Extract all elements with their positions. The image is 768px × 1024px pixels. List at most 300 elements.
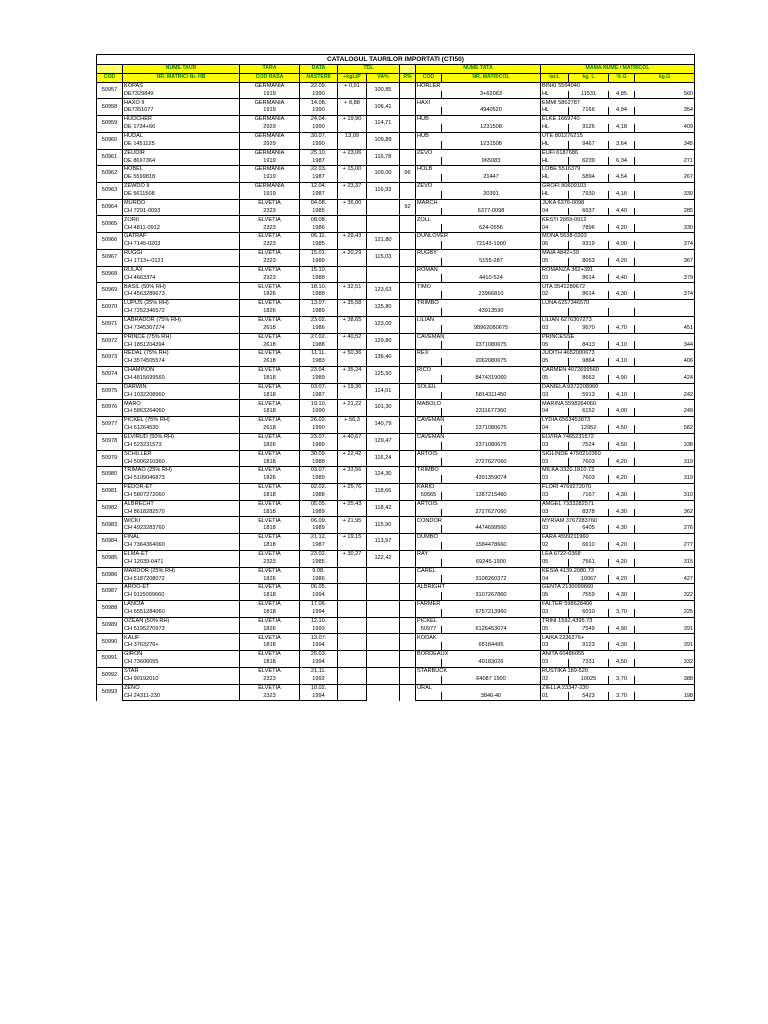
bull-year: 1990 <box>300 425 338 433</box>
bull-country: ELVETIA <box>240 266 300 274</box>
bull-country: ELVETIA <box>240 550 300 558</box>
bull-kgl <box>338 667 367 675</box>
mother-lact: 05 <box>541 258 569 266</box>
father-cod <box>416 107 442 115</box>
father-id: 64087 1900 <box>442 676 541 684</box>
father-cod <box>416 325 442 333</box>
mother-name: FARA 4599211960 <box>541 534 695 542</box>
mother-pg: 4,20 <box>609 258 635 266</box>
bull-date: 05.05. <box>300 500 338 508</box>
father-name: KARIO <box>416 483 541 491</box>
table-row <box>97 350 695 358</box>
mother-pg: 4,20 <box>609 559 635 567</box>
bull-date: 04.08. <box>300 199 338 207</box>
bull-rasa: 1818 <box>240 492 300 500</box>
mother-kgl: 6610 <box>569 542 609 550</box>
bull-year: 1985 <box>300 208 338 216</box>
father-cod <box>416 224 442 232</box>
bull-country: ELVETIA <box>240 617 300 625</box>
bull-cod: 50985 <box>97 550 123 567</box>
bull-cod: 50980 <box>97 467 123 484</box>
bull-r <box>400 617 416 634</box>
mother-lact: 06 <box>541 241 569 249</box>
bull-id: DE 1734+66 <box>123 124 240 132</box>
bull-r <box>400 467 416 484</box>
bull-kgl: + 32,51 <box>338 283 367 291</box>
bull-va: 114,71 <box>367 116 400 133</box>
mother-pg: 6,34 <box>609 157 635 165</box>
bull-country: GERMANIA <box>240 132 300 140</box>
mother-name: ANITA 60486055 <box>541 651 695 659</box>
bull-country: ELVETIA <box>240 534 300 542</box>
bull-r <box>400 350 416 367</box>
father-cod <box>416 358 442 366</box>
mother-kgl: 6239 <box>569 157 609 165</box>
bull-date: 17.06. <box>300 601 338 609</box>
father-id: 65184495 <box>442 642 541 650</box>
bull-va: 122,42 <box>367 550 400 567</box>
bull-rasa: 1818 <box>240 509 300 517</box>
father-id: 69245-1900 <box>442 559 541 567</box>
table-row <box>97 199 695 207</box>
bull-country: ELVETIA <box>240 366 300 374</box>
bull-year: 1989 <box>300 308 338 316</box>
bull-rasa: 2323 <box>240 274 300 282</box>
mother-kgg: 406 <box>635 358 695 366</box>
mother-kgl: 8663 <box>569 375 609 383</box>
mother-name: EUFI 6187686 <box>541 149 695 157</box>
bull-kgl <box>338 651 367 659</box>
mother-pg: 4,50 <box>609 442 635 450</box>
bull-cod: 50974 <box>97 366 123 383</box>
mother-pg: 4,00 <box>609 408 635 416</box>
father-id: 4391359074 <box>442 475 541 483</box>
bull-cod: 50972 <box>97 333 123 350</box>
mother-kgg: 344 <box>635 341 695 349</box>
bull-id: DE 1451125 <box>123 141 240 149</box>
bull-kgl: + 33,56 <box>338 467 367 475</box>
father-id: 6377-0098 <box>442 208 541 216</box>
bull-year: 1986 <box>300 325 338 333</box>
bull-year: 1989 <box>300 442 338 450</box>
mother-lact: 03 <box>541 659 569 667</box>
mother-kgl: 7930 <box>569 191 609 199</box>
bull-year: 1987 <box>300 542 338 550</box>
bull-country: ELVETIA <box>240 450 300 458</box>
father-cod <box>416 208 442 216</box>
bull-date: 12.04. <box>300 183 338 191</box>
mother-name: EMMI 5862787 <box>541 99 695 107</box>
bull-country: ELVETIA <box>240 517 300 525</box>
bull-year: 1985 <box>300 241 338 249</box>
bull-name: ALBRECHT <box>123 500 240 508</box>
bull-id: CH 1032208960 <box>123 392 240 400</box>
father-cod <box>416 375 442 383</box>
bull-rasa: 1919 <box>240 174 300 182</box>
father-id: 49183026 <box>442 659 541 667</box>
father-id: 2371080675 <box>442 425 541 433</box>
table-row <box>97 266 695 274</box>
hdr-r: R% <box>400 73 416 82</box>
bull-kgl: + 50,36 <box>338 350 367 358</box>
mother-kgg: 322 <box>635 592 695 600</box>
bull-r <box>400 450 416 467</box>
father-id: 3+62063 <box>442 91 541 99</box>
bull-r <box>400 316 416 333</box>
father-name: CAVEMAN <box>416 333 541 341</box>
bull-name: KALIF <box>123 634 240 642</box>
mother-name: RUSTIKA 189-520 <box>541 667 695 675</box>
bull-kgl: + 23,37 <box>338 183 367 191</box>
bull-id: CH 12039-0471 <box>123 559 240 567</box>
mother-kgg: 345 <box>635 141 695 149</box>
father-name: RAY <box>416 550 541 558</box>
bull-date: 19.10. <box>300 400 338 408</box>
bull-r <box>400 667 416 684</box>
mother-name: TRINI 1592,4395.73 <box>541 617 695 625</box>
bull-date: 15.01. <box>300 249 338 257</box>
mother-pg: 4,30 <box>609 509 635 517</box>
mother-name: LEA 6722-0368 <box>541 550 695 558</box>
bull-r <box>400 550 416 567</box>
bull-rasa: 2929 <box>240 141 300 149</box>
table-row <box>97 116 695 124</box>
bull-kgl: + 38,65 <box>338 316 367 324</box>
father-id: 2727627060 <box>442 458 541 466</box>
bull-rasa: 1818 <box>240 542 300 550</box>
table-row <box>97 584 695 592</box>
bull-rasa: 2323 <box>240 692 300 700</box>
bull-year: 1989 <box>300 509 338 517</box>
bull-cod: 50975 <box>97 383 123 400</box>
bull-country: ELVETIA <box>240 233 300 241</box>
mother-kgg: 310 <box>635 492 695 500</box>
bull-kgl: + 19,36 <box>338 383 367 391</box>
bull-name: GIRON <box>123 651 240 659</box>
mother-name: ELKE 1669740 <box>541 116 695 124</box>
mother-pg: 4,30 <box>609 291 635 299</box>
mother-name: CARMEN 4072699560 <box>541 366 695 374</box>
bull-kgl <box>338 567 367 575</box>
mother-kgg: 332 <box>635 659 695 667</box>
header-row-2 <box>97 73 695 82</box>
father-name: DUNLOVER <box>416 233 541 241</box>
mother-kgg: 391 <box>635 626 695 634</box>
mother-kgl: 7549 <box>569 626 609 634</box>
hdr-lact: lact. <box>541 73 569 82</box>
bull-va: 129,80 <box>367 333 400 350</box>
father-id: 965083 <box>442 157 541 165</box>
mother-pg: 4,10 <box>609 341 635 349</box>
mother-pg: 4,85 <box>609 91 635 99</box>
mother-name: GROFI 80609103 <box>541 183 695 191</box>
mother-kgl: 7603 <box>569 475 609 483</box>
bull-date: 10.02. <box>300 684 338 692</box>
bull-rasa: 1826 <box>240 475 300 483</box>
mother-pg: 4,30 <box>609 492 635 500</box>
bull-country: ELVETIA <box>240 634 300 642</box>
bull-kgl: + 40,67 <box>338 433 367 441</box>
bull-r <box>400 149 416 166</box>
father-cod <box>416 308 442 316</box>
father-name: ARTOIS <box>416 500 541 508</box>
bull-r <box>400 601 416 618</box>
hdr-va: VA% <box>367 73 400 82</box>
mother-kgl: 8378 <box>569 509 609 517</box>
catalog-table <box>96 54 695 701</box>
mother-name: UTE 801276215 <box>541 132 695 140</box>
bull-year: 1988 <box>300 274 338 282</box>
mother-lact: 03 <box>541 509 569 517</box>
bull-date: 23.02. <box>300 550 338 558</box>
bull-r <box>400 249 416 266</box>
father-cod <box>416 609 442 617</box>
bull-country: GERMANIA <box>240 116 300 124</box>
mother-name: UTA 3541289672 <box>541 283 695 291</box>
bull-country: GERMANIA <box>240 183 300 191</box>
father-cod: 50977 <box>416 626 442 634</box>
bull-cod: 50981 <box>97 483 123 500</box>
bull-country: ELVETIA <box>240 467 300 475</box>
bull-cod: 50979 <box>97 450 123 467</box>
father-id: 1231508 <box>442 124 541 132</box>
mother-pg: 4,40 <box>609 208 635 216</box>
hdr-cod: COD <box>97 73 123 82</box>
table-row <box>97 450 695 458</box>
father-cod <box>416 258 442 266</box>
bull-va: 136,40 <box>367 350 400 367</box>
father-id: 4940520 <box>442 107 541 115</box>
bull-r <box>400 300 416 317</box>
hdr-tara: TARA <box>240 65 300 74</box>
mother-lact: 05 <box>541 375 569 383</box>
bull-kgl: + 0,91 <box>338 82 367 90</box>
bull-country: ELVETIA <box>240 483 300 491</box>
table-row <box>97 500 695 508</box>
bull-date: 30.09. <box>300 450 338 458</box>
mother-pg: 3,64 <box>609 141 635 149</box>
bull-name: RUGGI <box>123 249 240 257</box>
bull-year: 1990 <box>300 91 338 99</box>
father-cod <box>416 174 442 182</box>
mother-kgl: 10067 <box>569 575 609 583</box>
father-name: KODAK <box>416 634 541 642</box>
bull-va: 116,24 <box>367 450 400 467</box>
bull-name: KOPAS <box>123 82 240 90</box>
mother-kgl: 7559 <box>569 592 609 600</box>
bull-year: 1990 <box>300 107 338 115</box>
mother-kgl: 6010 <box>569 609 609 617</box>
table-row <box>97 400 695 408</box>
bull-kgl <box>338 634 367 642</box>
bull-id: DE7351077 <box>123 107 240 115</box>
father-id: 2311677360 <box>442 408 541 416</box>
bull-rasa: 1919 <box>240 157 300 165</box>
bull-name: LUPUS (25% RH) <box>123 300 240 308</box>
father-name: HOLB <box>416 166 541 174</box>
mother-kgg: 560 <box>635 91 695 99</box>
mother-lact: 03 <box>541 458 569 466</box>
bull-cod: 50988 <box>97 601 123 618</box>
mother-lact: 02 <box>541 542 569 550</box>
mother-kgg: 319 <box>635 458 695 466</box>
table-row <box>97 550 695 558</box>
bull-date: 11.11. <box>300 350 338 358</box>
father-id: 1387215460 <box>442 492 541 500</box>
bull-va <box>367 216 400 233</box>
bull-cod: 50978 <box>97 433 123 450</box>
bull-year: 1992 <box>300 676 338 684</box>
bull-va <box>367 634 400 651</box>
mother-kgl: 9319 <box>569 241 609 249</box>
bull-kgl <box>338 216 367 224</box>
father-id: 5155-287 <box>442 258 541 266</box>
mother-pg: 4,40 <box>609 274 635 282</box>
bull-id: CH 8618282570 <box>123 509 240 517</box>
bull-date: 21.12. <box>300 534 338 542</box>
mother-kgg: 338 <box>635 442 695 450</box>
mother-pg: 4,54 <box>609 174 635 182</box>
father-name: MABOLO <box>416 400 541 408</box>
mother-kgg: 362 <box>635 509 695 517</box>
bull-name: HOBEL <box>123 166 240 174</box>
mother-lact: 01 <box>541 692 569 700</box>
father-name: ZOLL <box>416 216 541 224</box>
bull-rasa: 2618 <box>240 341 300 349</box>
table-row <box>97 467 695 475</box>
hdr-data: DATA <box>300 65 338 74</box>
father-cod <box>416 692 442 700</box>
bull-name: ELMA-ET <box>123 550 240 558</box>
bull-va: 106,41 <box>367 99 400 116</box>
father-name: LILIAN <box>416 316 541 324</box>
father-id: 624-0556 <box>442 224 541 232</box>
mother-kgg: 277 <box>635 542 695 550</box>
mother-kgg: 582 <box>635 425 695 433</box>
table-row <box>97 183 695 191</box>
bull-kgl: + 25,43 <box>338 500 367 508</box>
bull-kgl: + 29,43 <box>338 233 367 241</box>
bull-date: 25.10. <box>300 149 338 157</box>
table-row <box>97 534 695 542</box>
bull-year: 1988 <box>300 492 338 500</box>
father-name: HUB <box>416 116 541 124</box>
bull-cod: 50990 <box>97 634 123 651</box>
bull-country: ELVETIA <box>240 300 300 308</box>
mother-name: LILIAN 6276307273 <box>541 316 695 324</box>
bull-va: 100,85 <box>367 82 400 99</box>
mother-lact: HL <box>541 157 569 165</box>
father-name: TRIMBO <box>416 300 541 308</box>
bull-name: HAXO II <box>123 99 240 107</box>
table-row <box>97 82 695 90</box>
bull-date: 06.11. <box>300 233 338 241</box>
bull-r <box>400 483 416 500</box>
mother-pg: 4,30 <box>609 642 635 650</box>
table-row <box>97 216 695 224</box>
bull-kgl: + 35,58 <box>338 300 367 308</box>
bull-year: 1994 <box>300 609 338 617</box>
bull-rasa: 2323 <box>240 676 300 684</box>
bull-va: 125,80 <box>367 300 400 317</box>
bull-id: DE 5599818 <box>123 174 240 182</box>
mother-lact: 03 <box>541 475 569 483</box>
bull-date: 06.05. <box>300 584 338 592</box>
bull-kgl: + 21,22 <box>338 400 367 408</box>
father-name: DUMBO <box>416 534 541 542</box>
table-row <box>97 684 695 692</box>
father-cod <box>416 525 442 533</box>
mother-kgl: 9123 <box>569 642 609 650</box>
bull-id: CH 90192010 <box>123 676 240 684</box>
mother-kgl: 5423 <box>569 692 609 700</box>
mother-lact: HL <box>541 191 569 199</box>
bull-va <box>367 199 400 216</box>
father-id: 3846-40 <box>442 692 541 700</box>
mother-kgl: 9467 <box>569 141 609 149</box>
mother-kgl: 7166 <box>569 107 609 115</box>
bull-country: GERMANIA <box>240 82 300 90</box>
father-id: 3108260372 <box>442 575 541 583</box>
bull-name: PRINCE (75% RH) <box>123 333 240 341</box>
mother-kgg: 379 <box>635 274 695 282</box>
bull-cod: 50982 <box>97 500 123 517</box>
bull-date: 25.03. <box>300 651 338 659</box>
bull-id: CH 5187208072 <box>123 575 240 583</box>
hdr-tdl: TDL <box>338 65 400 74</box>
table-row <box>97 233 695 241</box>
bull-kgl <box>338 601 367 609</box>
mother-pg: 4,10 <box>609 392 635 400</box>
table-row <box>97 300 695 308</box>
mother-lact <box>541 308 569 316</box>
mother-kgl: 8053 <box>569 258 609 266</box>
bull-va <box>367 684 400 701</box>
bull-kgl: + 40,52 <box>338 333 367 341</box>
bull-r <box>400 266 416 283</box>
bull-name: ZEWDO II <box>123 183 240 191</box>
bull-r <box>400 216 416 233</box>
father-id: 5814311450 <box>442 392 541 400</box>
bull-id: CH 5199046873 <box>123 475 240 483</box>
bull-rasa: 2323 <box>240 224 300 232</box>
bull-cod: 50976 <box>97 400 123 417</box>
bull-date: 27.02. <box>300 333 338 341</box>
bull-r <box>400 400 416 417</box>
father-cod <box>416 559 442 567</box>
father-cod <box>416 91 442 99</box>
mother-name: MONA 5638-0203 <box>541 233 695 241</box>
bull-name: MARO <box>123 400 240 408</box>
bull-country: ELVETIA <box>240 567 300 575</box>
bull-year: 1983 <box>300 358 338 366</box>
bull-rasa: 1919 <box>240 107 300 115</box>
mother-name: MILKA 3320.1810.73 <box>541 467 695 475</box>
bull-kgl: + 25,76 <box>338 483 367 491</box>
mother-kgl: 7896 <box>569 224 609 232</box>
table-row <box>97 417 695 425</box>
bull-cod: 50963 <box>97 183 123 200</box>
father-cod <box>416 676 442 684</box>
father-id: 4410-524 <box>442 274 541 282</box>
father-cod <box>416 659 442 667</box>
mother-kgg: 271 <box>635 157 695 165</box>
bull-va <box>367 667 400 684</box>
mother-kgl: 7603 <box>569 458 609 466</box>
hdr-kgltp: +kgLtP <box>338 73 367 82</box>
mother-pg: 4,00 <box>609 241 635 249</box>
bull-id: DE7329849 <box>123 91 240 99</box>
